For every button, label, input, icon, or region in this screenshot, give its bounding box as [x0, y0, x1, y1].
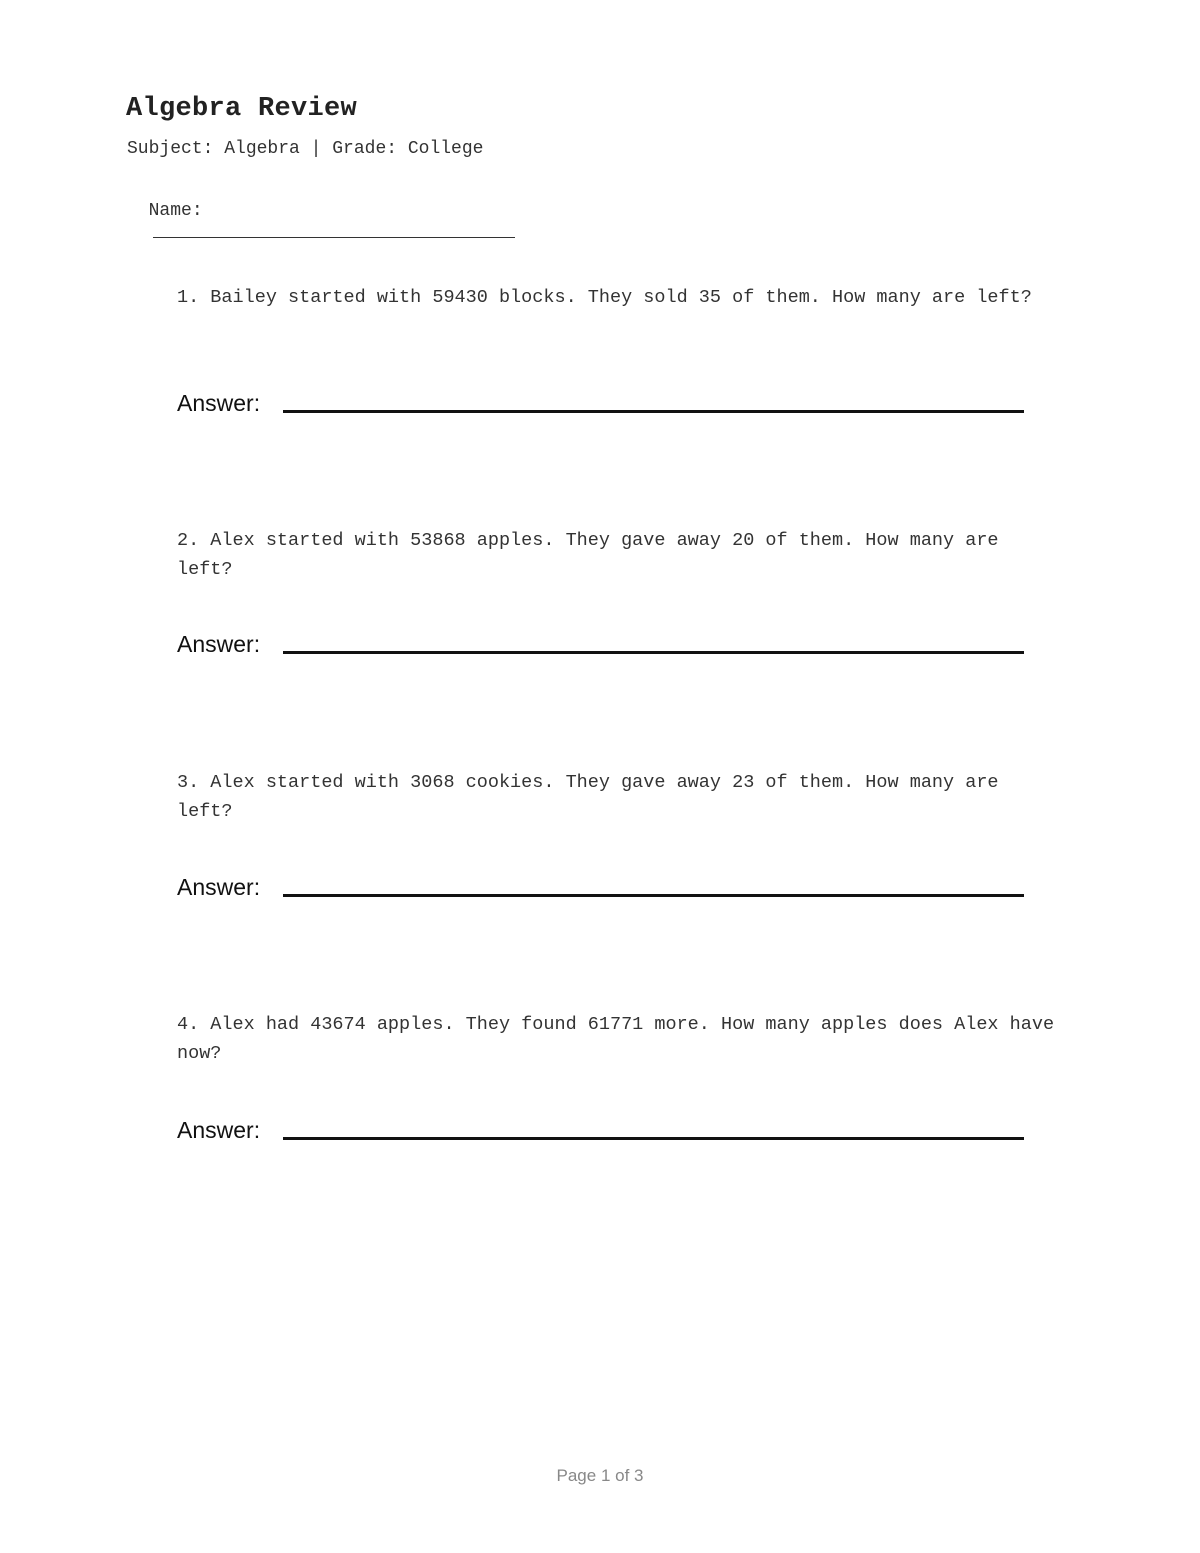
question-1: [177, 283, 1057, 416]
question-2: [177, 526, 1057, 657]
answer-label: Answer:: [177, 631, 261, 657]
question-text: 4. Alex had 43674 apples. They found 61771 more. How many apples does Alex have now?: [177, 1014, 1055, 1064]
worksheet-title: Algebra Review: [126, 94, 358, 124]
question-text: 1. Bailey started with 59430 blocks. They sold 35 of them. How many are left?: [177, 287, 1032, 308]
answer-label: Answer:: [177, 874, 261, 900]
answer-blank-line[interactable]: [283, 1137, 1024, 1140]
question-3: [177, 768, 1057, 900]
answer-row: [177, 390, 1057, 420]
answer-blank-line[interactable]: [283, 410, 1024, 413]
answer-blank-line[interactable]: [283, 894, 1024, 897]
question-text: 2. Alex started with 53868 apples. They gave away 20 of them. How many are left?: [177, 530, 999, 580]
answer-row: [177, 1117, 1057, 1147]
name-field-row: [127, 181, 515, 241]
question-4: [177, 1010, 1057, 1143]
answer-row: [177, 631, 1057, 661]
question-text: 3. Alex started with 3068 cookies. They gave away 23 of them. How many are left?: [177, 772, 999, 822]
answer-label: Answer:: [177, 1117, 261, 1143]
answer-row: [177, 874, 1057, 904]
worksheet-subtitle: Subject: Algebra | Grade: College: [127, 139, 484, 159]
answer-label: Answer:: [177, 390, 261, 416]
name-label: Name:: [148, 201, 203, 221]
name-blank-line[interactable]: [153, 236, 515, 238]
page-number: Page 1 of 3: [556, 1466, 644, 1485]
answer-blank-line[interactable]: [283, 651, 1024, 654]
